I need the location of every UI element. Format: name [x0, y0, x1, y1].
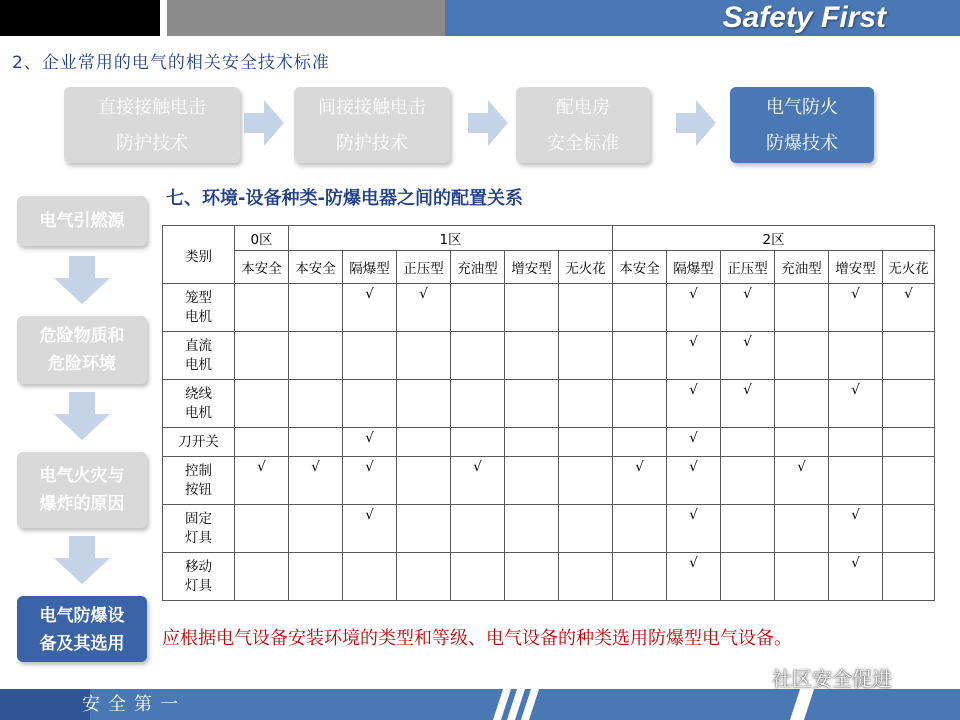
- table-cell: √: [289, 457, 343, 505]
- table-cell: [235, 553, 289, 601]
- sub-header: 本安全: [235, 251, 289, 284]
- table-cell: [559, 457, 613, 505]
- zone-header-2: 2区: [613, 226, 935, 251]
- table-row: [163, 428, 935, 457]
- sub-header: 本安全: [289, 251, 343, 284]
- table-cell: [505, 553, 559, 601]
- row-label: [163, 380, 235, 428]
- table-cell: [505, 457, 559, 505]
- table-cell: [721, 505, 775, 553]
- table-cell: [451, 332, 505, 380]
- table-cell: [559, 284, 613, 332]
- zone-header-1: 1区: [289, 226, 613, 251]
- table-cell: [235, 380, 289, 428]
- side-step-1-line1: 电气引燃源: [39, 211, 125, 231]
- table-cell: [235, 284, 289, 332]
- side-step-4: [17, 596, 147, 662]
- wechat-icon: [736, 664, 766, 690]
- sub-header: 充油型: [451, 251, 505, 284]
- table-cell: [505, 332, 559, 380]
- category-header: 类别: [163, 226, 235, 284]
- sub-header: 无火花: [559, 251, 613, 284]
- table-cell: [883, 505, 935, 553]
- table-row: [163, 553, 935, 601]
- flow-arrow-2: [468, 100, 508, 146]
- side-step-4-line1: 电气防爆设: [39, 606, 125, 626]
- table-cell: [829, 428, 883, 457]
- section-heading: 2、企业常用的电气的相关安全技术标准: [12, 53, 330, 73]
- flow-step-4-line2: 防爆技术: [766, 133, 838, 154]
- table-cell: [505, 428, 559, 457]
- table-cell: √: [451, 457, 505, 505]
- row-label-line2: 灯具: [185, 529, 212, 546]
- header-title: Safety First: [722, 1, 886, 34]
- table-cell: √: [667, 284, 721, 332]
- table-cell: [289, 284, 343, 332]
- side-arrow-3: [54, 536, 110, 584]
- table-cell: √: [667, 428, 721, 457]
- sub-header: 正压型: [721, 251, 775, 284]
- table-cell: √: [829, 553, 883, 601]
- table-cell: [613, 284, 667, 332]
- zone-header-0: 0区: [235, 226, 289, 251]
- table-cell: √: [721, 332, 775, 380]
- sub-header: 正压型: [397, 251, 451, 284]
- watermark-text: 社区安全促进: [772, 666, 892, 691]
- flow-step-2: [294, 87, 450, 163]
- flow-arrow-3: [676, 100, 716, 146]
- table-cell: [775, 332, 829, 380]
- table-cell: [829, 332, 883, 380]
- table-cell: [397, 332, 451, 380]
- side-step-2-line2: 危险环境: [48, 354, 116, 374]
- table-cell: [343, 553, 397, 601]
- row-label-line1: 移动: [185, 558, 212, 575]
- table-cell: √: [775, 457, 829, 505]
- table-row: [163, 380, 935, 428]
- row-label-line1: 固定: [185, 510, 212, 527]
- table-cell: √: [829, 505, 883, 553]
- table-cell: [883, 457, 935, 505]
- row-label-line1: 绕线: [185, 385, 212, 402]
- table-cell: √: [235, 457, 289, 505]
- table-cell: [613, 505, 667, 553]
- table-cell: [613, 428, 667, 457]
- table-cell: [289, 505, 343, 553]
- table-cell: [451, 428, 505, 457]
- sub-header: 增安型: [505, 251, 559, 284]
- table-cell: [883, 428, 935, 457]
- row-label-line1: 笼型: [185, 289, 212, 306]
- table-cell: [775, 553, 829, 601]
- table-cell: [829, 457, 883, 505]
- table-cell: [775, 428, 829, 457]
- table-cell: √: [667, 380, 721, 428]
- flow-step-1: [64, 87, 240, 163]
- table-cell: √: [721, 380, 775, 428]
- row-label: [163, 553, 235, 601]
- table-cell: [775, 284, 829, 332]
- flow-step-3-line1: 配电房: [556, 97, 610, 118]
- table-cell: √: [397, 284, 451, 332]
- side-arrow-1: [54, 256, 110, 304]
- side-step-1: [17, 196, 147, 246]
- table-row: [163, 505, 935, 553]
- table-cell: [451, 380, 505, 428]
- side-step-3: [17, 452, 147, 528]
- watermark: [736, 662, 892, 692]
- flow-step-3-line2: 安全标准: [547, 133, 619, 154]
- table-cell: [451, 553, 505, 601]
- selection-note: 应根据电气设备安装环境的类型和等级、电气设备的种类选用防爆型电气设备。: [162, 628, 792, 649]
- config-table: [162, 225, 935, 601]
- row-label-line2: 电机: [185, 356, 212, 373]
- table-cell: √: [613, 457, 667, 505]
- table-cell: [235, 505, 289, 553]
- table-cell: [397, 457, 451, 505]
- sub-header-row: [163, 251, 935, 284]
- table-cell: √: [667, 553, 721, 601]
- flow-step-4: [730, 87, 874, 163]
- table-cell: [559, 332, 613, 380]
- table-cell: √: [721, 284, 775, 332]
- table-cell: [613, 553, 667, 601]
- row-label: [163, 332, 235, 380]
- table-cell: [397, 505, 451, 553]
- row-label: [163, 284, 235, 332]
- side-step-2-line1: 危险物质和: [39, 326, 125, 346]
- table-cell: [397, 380, 451, 428]
- table-cell: [613, 380, 667, 428]
- table-cell: √: [829, 380, 883, 428]
- sub-header: 隔爆型: [343, 251, 397, 284]
- sub-header: 增安型: [829, 251, 883, 284]
- flow-step-4-line1: 电气防火: [766, 97, 838, 118]
- table-cell: [505, 505, 559, 553]
- table-cell: √: [343, 457, 397, 505]
- table-cell: [505, 284, 559, 332]
- table-cell: √: [667, 332, 721, 380]
- table-cell: [775, 380, 829, 428]
- table-row: [163, 284, 935, 332]
- flow-step-1-line2: 防护技术: [116, 133, 188, 154]
- table-cell: [289, 332, 343, 380]
- side-step-4-line2: 备及其选用: [39, 634, 125, 654]
- side-step-2: [17, 316, 147, 384]
- row-label: [163, 428, 235, 457]
- table-title: 七、环境-设备种类-防爆电器之间的配置关系: [166, 188, 523, 209]
- table-cell: [289, 553, 343, 601]
- table-cell: [235, 428, 289, 457]
- row-label-line2: 按钮: [185, 481, 212, 498]
- flow-step-3: [516, 87, 650, 163]
- table-cell: [397, 428, 451, 457]
- row-label: [163, 457, 235, 505]
- table-cell: [775, 505, 829, 553]
- flow-step-2-line2: 防护技术: [336, 133, 408, 154]
- row-label-line2: 电机: [185, 308, 212, 325]
- table-cell: [559, 553, 613, 601]
- header-gray-segment: [167, 0, 445, 36]
- flow-step-2-line1: 间接接触电击: [318, 97, 426, 118]
- table-cell: √: [343, 428, 397, 457]
- table-cell: [721, 553, 775, 601]
- sub-header: 无火花: [883, 251, 935, 284]
- side-arrow-2: [54, 392, 110, 440]
- table-cell: [451, 284, 505, 332]
- table-row: [163, 457, 935, 505]
- sub-header: 隔爆型: [667, 251, 721, 284]
- table-cell: √: [667, 457, 721, 505]
- table-cell: [397, 553, 451, 601]
- table-row: [163, 332, 935, 380]
- sub-header: 充油型: [775, 251, 829, 284]
- table-cell: [613, 332, 667, 380]
- table-cell: [883, 332, 935, 380]
- row-label-line2: 灯具: [185, 577, 212, 594]
- row-label-line1: 刀开关: [178, 433, 219, 450]
- table-cell: √: [829, 284, 883, 332]
- table-cell: [235, 332, 289, 380]
- table-cell: [289, 380, 343, 428]
- row-label-line1: 控制: [185, 462, 212, 479]
- header-black-segment: [0, 0, 160, 36]
- table-cell: √: [883, 284, 935, 332]
- footer-text: 安全第一: [82, 694, 186, 715]
- sub-header: 本安全: [613, 251, 667, 284]
- table-cell: [451, 505, 505, 553]
- table-cell: [883, 553, 935, 601]
- row-label: [163, 505, 235, 553]
- table-cell: [559, 380, 613, 428]
- table-cell: [559, 428, 613, 457]
- table-cell: [883, 380, 935, 428]
- table-cell: [343, 380, 397, 428]
- row-label-line1: 直流: [185, 337, 212, 354]
- side-step-3-line1: 电气火灾与: [39, 466, 125, 486]
- side-step-3-line2: 爆炸的原因: [39, 494, 125, 514]
- footer-dark-block: [0, 689, 90, 720]
- table-cell: [559, 505, 613, 553]
- table-cell: √: [343, 284, 397, 332]
- table-cell: [343, 332, 397, 380]
- table-cell: √: [667, 505, 721, 553]
- flow-step-1-line1: 直接接触电击: [98, 97, 206, 118]
- table-cell: √: [343, 505, 397, 553]
- table-cell: [289, 428, 343, 457]
- table-cell: [505, 380, 559, 428]
- table-cell: [721, 457, 775, 505]
- table-cell: [721, 428, 775, 457]
- row-label-line2: 电机: [185, 404, 212, 421]
- flow-arrow-1: [244, 100, 284, 146]
